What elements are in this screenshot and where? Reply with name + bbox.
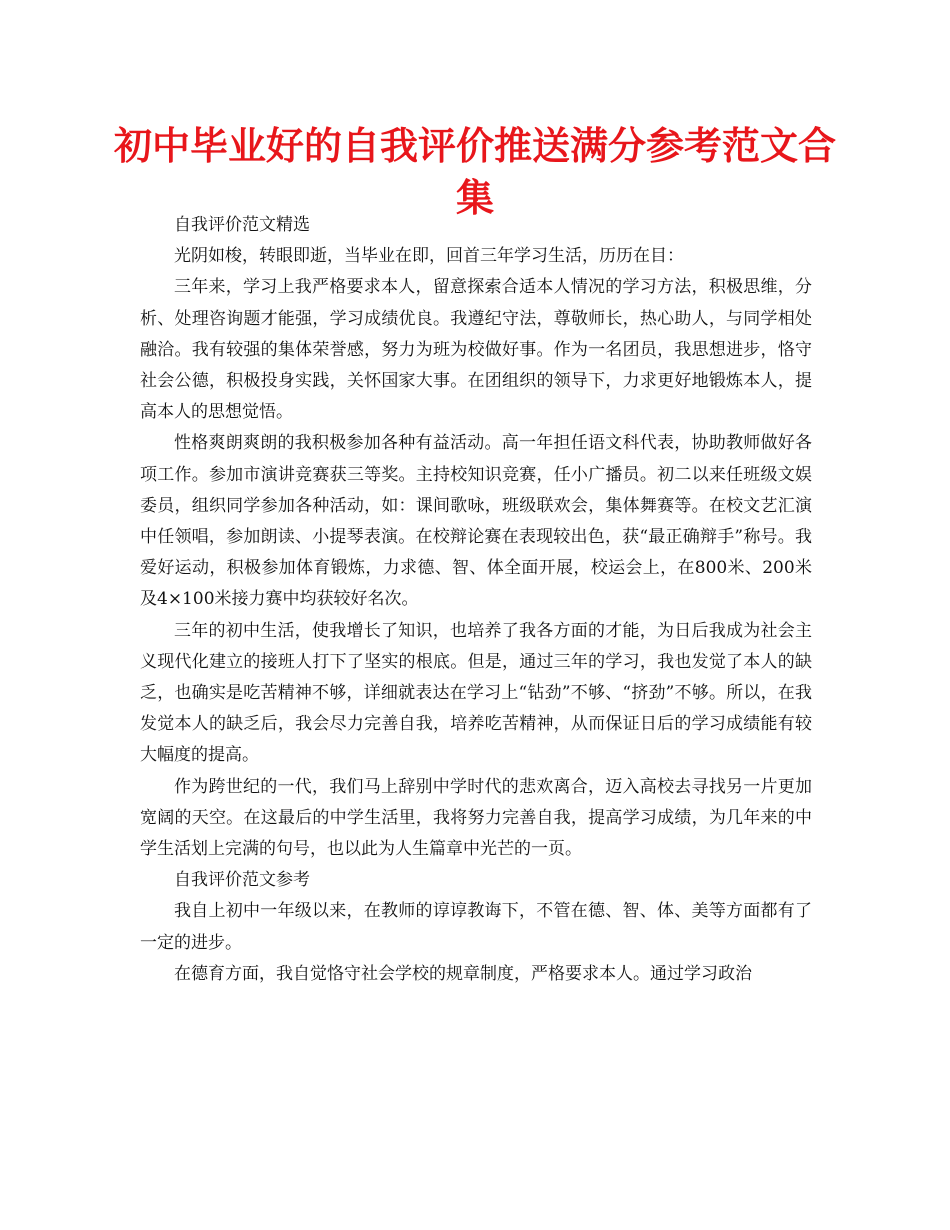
paragraph: 三年的初中生活，使我增长了知识，也培养了我各方面的才能，为日后我成为社会主义现代化建立的接班人打下了坚实的根底。但是，通过三年的学习，我也发觉了本人的缺乏，也确实是吃苦精神不够，详细就表达在学习上“钻劲”不够、“挤劲”不够。所以，在我发觉本人的缺乏后，我会尽力完善自我，培养吃苦精神，从而保证日后的学习成绩能有较大幅度的提高。 [140,620,812,766]
paragraph: 性格爽朗爽朗的我积极参加各种有益活动。高一年担任语文科代表，协助教师做好各项工作。参加市演讲竞赛获三等奖。主持校知识竞赛，任小广播员。初二以来任班级文娱委员，组织同学参加各种活动，如：课间歌咏，班级联欢会，集体舞赛等。在校文艺汇演中任领唱，参加朗读、小提琴表演。在校辩论赛在表现较出色，获“最正确辩手”称号。我爱好运动，积极参加体育锻炼，力求德、智、体全面开展，校运会上，在800米、200米及4×100米接力赛中均获较好名次。 [140,433,812,610]
section-heading: 自我评价范文精选 [174,215,310,235]
document-title: 初中毕业好的自我评价推送满分参考范文合集 [113,124,836,220]
paragraph: 作为跨世纪的一代，我们马上辞别中学时代的悲欢离合，迈入高校去寻找另一片更加宽阔的天空。在这最后的中学生活里，我将努力完善自我，提高学习成绩，为几年来的中学生活划上完满的句号，也以此为人生篇章中光芒的一页。 [140,776,812,860]
section-heading: 自我评价范文参考 [174,870,310,891]
paragraph: 我自上初中一年级以来，在教师的谆谆教诲下，不管在德、智、体、美等方面都有了一定的进步。 [140,901,812,953]
paragraph: 在德育方面，我自觉恪守社会学校的规章制度，严格要求本人。通过学习政治 [174,963,752,984]
document-body [140,210,812,990]
paragraph: 光阴如梭，转眼即逝，当毕业在即，回首三年学习生活，历历在目： [174,246,684,267]
paragraph: 三年来，学习上我严格要求本人，留意探索合适本人情况的学习方法，积极思维，分析、处理咨询题才能强，学习成绩优良。我遵纪守法，尊敬师长，热心助人，与同学相处融洽。我有较强的集体荣誉感，努力为班为校做好事。作为一名团员，我思想进步，恪守社会公德，积极投身实践，关怀国家大事。在团组织的领导下，力求更好地锻炼本人，提高本人的思想觉悟。 [140,277,812,423]
